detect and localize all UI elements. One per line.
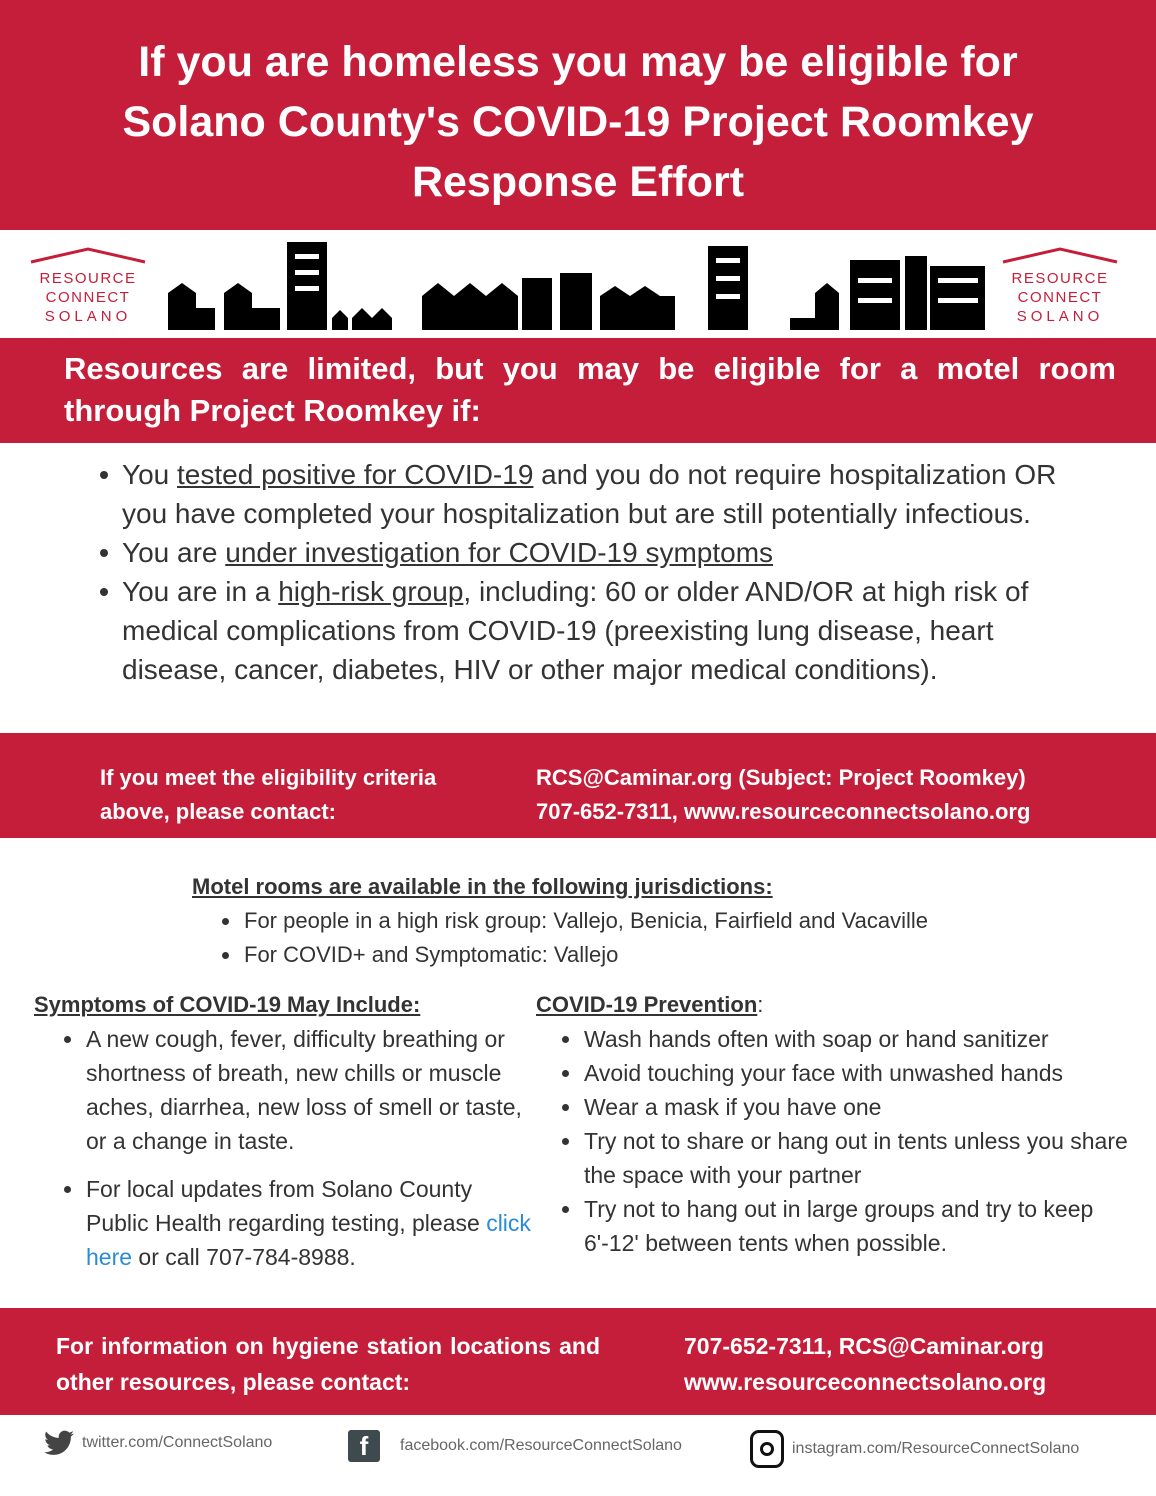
- roof-icon: [995, 244, 1125, 264]
- title-line-1: If you are homeless you may be eligible for: [138, 38, 1018, 86]
- prevention-heading: [536, 988, 1136, 1022]
- title-line-3: Response Effort: [411, 158, 745, 206]
- facebook-text: facebook.com/ResourceConnectSolano: [400, 1437, 682, 1454]
- eligibility-intro: Resources are limited, but you may be eligible for a motel room through Project Roomkey if:: [0, 338, 1156, 443]
- list-item: Avoid touching your face with unwashed hands: [562, 1056, 1136, 1090]
- skyline-illustration: [160, 238, 990, 330]
- prevention-section: [536, 988, 1136, 1260]
- text: , including: 60 or older AND/OR at high risk of medical complications from COVID-19 (preexisting lung disease, heart disease, cancer, diabetes, HIV or other major medical conditions).: [122, 576, 1029, 685]
- facebook-icon: f: [348, 1430, 380, 1462]
- list-item: Wear a mask if you have one: [562, 1090, 1136, 1124]
- eligibility-criteria-list: [100, 455, 1090, 689]
- text: You: [122, 459, 178, 490]
- criterion-link[interactable]: tested positive for COVID-19: [177, 459, 534, 490]
- click-here-link[interactable]: click here: [86, 1210, 531, 1270]
- list-item: [64, 1172, 534, 1274]
- instagram-icon: [750, 1430, 784, 1468]
- text: For local updates from Solano County Public Health regarding testing, please: [86, 1176, 487, 1236]
- criterion-link[interactable]: high-risk group: [278, 576, 464, 607]
- instagram-link[interactable]: [750, 1430, 1079, 1468]
- logo-text: SOLANO: [1016, 308, 1104, 325]
- roof-icon: [23, 244, 153, 264]
- contact-phone-email[interactable]: 707-652-7311, RCS@Caminar.org: [684, 1333, 1044, 1359]
- list-item: For COVID+ and Symptomatic: Vallejo: [222, 938, 928, 972]
- criterion-item: [100, 572, 1090, 689]
- contact-label: If you meet the eligibility criteria above, please contact:: [100, 765, 437, 824]
- list-item: For people in a high risk group: Vallejo, Benicia, Fairfield and Vacaville: [222, 904, 928, 938]
- motel-heading: Motel rooms are available in the following jurisdictions:: [192, 874, 773, 899]
- resource-connect-logo-left: [23, 244, 153, 326]
- contact-website[interactable]: www.resourceconnectsolano.org: [684, 1369, 1047, 1395]
- title-line-2: Solano County's COVID-19 Project Roomkey: [122, 98, 1034, 146]
- logo-text: CONNECT: [45, 289, 131, 306]
- contact-label: For information on hygiene station locations and other resources, please contact:: [56, 1333, 600, 1395]
- text: You are in a: [122, 576, 279, 607]
- heading-text: Symptoms of COVID-19 May Include:: [34, 992, 421, 1017]
- eligibility-contact-banner: [0, 733, 1156, 838]
- logo-text: SOLANO: [44, 308, 132, 325]
- logo-text: RESOURCE: [39, 270, 137, 287]
- twitter-link[interactable]: [44, 1430, 272, 1456]
- list-item: A new cough, fever, difficulty breathing or shortness of breath, new chills or muscle aches, diarrhea, new loss of smell or taste, or a change in taste.: [64, 1022, 534, 1158]
- contact-phone-web[interactable]: 707-652-7311, www.resourceconnectsolano.org: [536, 799, 1031, 824]
- list-item: Try not to share or hang out in tents unless you share the space with your partner: [562, 1124, 1136, 1192]
- header-banner: [0, 0, 1156, 230]
- resource-connect-logo-right: [995, 244, 1125, 326]
- criterion-item: [100, 533, 1090, 572]
- logo-text: RESOURCE: [1011, 270, 1109, 287]
- text: and you do not require hospitalization OR you have completed your hospitalization but are still potentially infectious.: [122, 459, 1057, 529]
- criterion-link[interactable]: under investigation for COVID-19 symptoms: [225, 537, 774, 568]
- instagram-text: instagram.com/ResourceConnectSolano: [792, 1440, 1080, 1457]
- logo-skyline-band: [0, 230, 1156, 338]
- heading-text: COVID-19 Prevention: [536, 992, 758, 1017]
- criterion-item: [100, 455, 1090, 533]
- symptoms-heading: [34, 988, 534, 1022]
- text: or call 707-784-8988.: [132, 1244, 356, 1270]
- list-item: Try not to hang out in large groups and try to keep 6'-12' between tents when possible.: [562, 1192, 1136, 1260]
- twitter-icon: [44, 1430, 74, 1456]
- resources-contact-banner: [0, 1308, 1156, 1415]
- facebook-link[interactable]: [348, 1430, 682, 1462]
- motel-jurisdictions: [192, 870, 928, 972]
- colon: :: [757, 992, 764, 1017]
- symptoms-section: [34, 988, 534, 1274]
- contact-email[interactable]: RCS@Caminar.org (Subject: Project Roomkey): [536, 765, 1026, 790]
- text: You are: [122, 537, 226, 568]
- twitter-text: twitter.com/ConnectSolano: [82, 1434, 273, 1451]
- list-item: Wash hands often with soap or hand sanitizer: [562, 1022, 1136, 1056]
- logo-text: CONNECT: [1017, 289, 1103, 306]
